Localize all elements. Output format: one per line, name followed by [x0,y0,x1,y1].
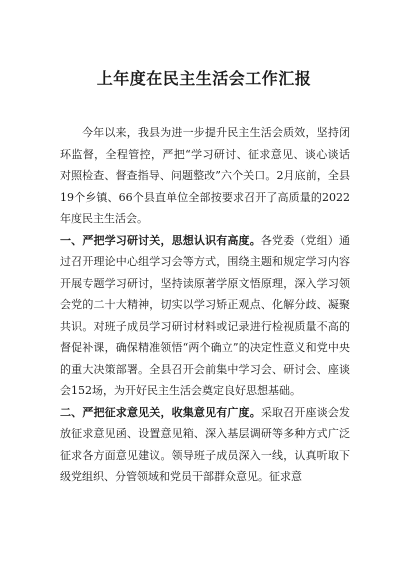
section-2-text: 采取召开座谈会发放征求意见函、设置意见箱、深入基层调研等多种方式广泛征求各方面意见建议。领导班子成员深入一线，认真听取下级党组织、分管领域和党员干部群众意见。征求意 [60,405,351,483]
paragraph-section-1 [60,230,350,402]
paragraph-intro [60,122,350,230]
document-title: 上年度在民主生活会工作汇报 [96,69,312,88]
section-1-text: 各党委（党组）通过召开理论中心组学习会等方式，围绕主题和规定学习内容开展专题学习研讨，坚持读原著学原文悟原理，深入学习领会党的二十大精神，切实以学习矫正观点、化解分歧、凝聚共识。对班子成员学习研讨材料或记录进行检视质量不高的督促补课，确保精准领悟“两个确立”的决定性意义和党中央的重大决策部署。全县召开会前集中学习会、研讨会、座谈会152场，为开好民主生活会奠定良好思想基础。 [60,233,351,397]
paragraph-intro-text: 今年以来，我县为进一步提升民主生活会质效，坚持闭环监督，全程管控，严把“学习研讨、征求意见、谈心谈话对照检查、督查指导、问题整改”六个关口。2月底前，全县19个乡镇、66个县直单位全部按要求召开了高质量的2022年度民主生活会。 [60,126,350,225]
section-1-heading: 一、严把学习研讨关，思想认识有高度。 [60,233,261,247]
section-2-heading: 二、严把征求意见关，收集意见有广度。 [60,405,261,419]
document-body [60,122,350,488]
paragraph-section-2 [60,402,350,488]
